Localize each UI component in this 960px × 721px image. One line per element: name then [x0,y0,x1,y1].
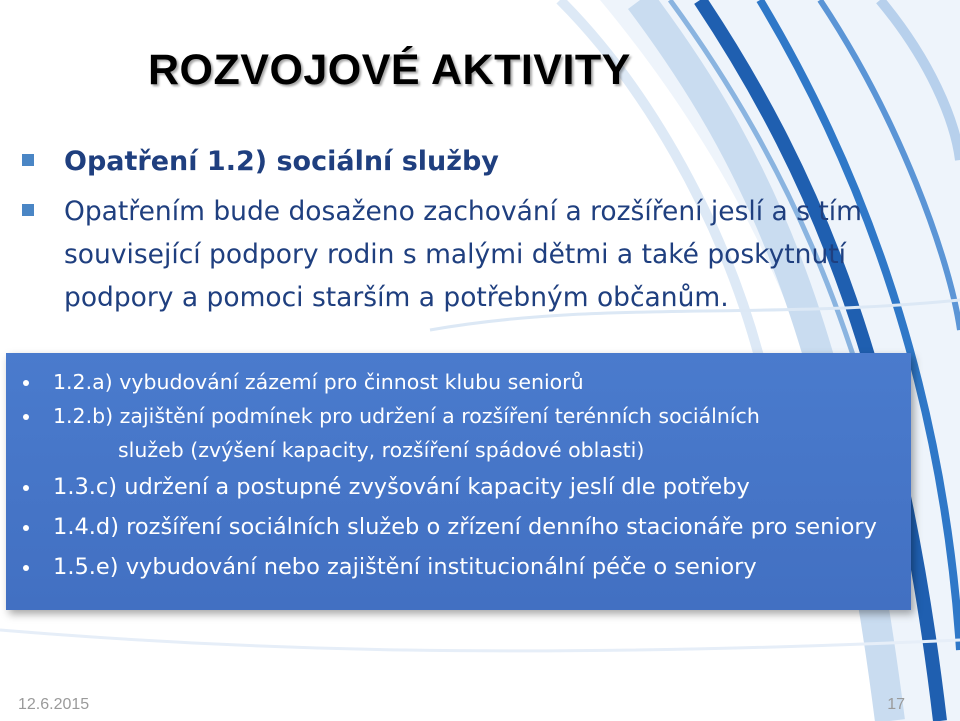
activity-text: 1.2.a) vybudování zázemí pro činnost klubu seniorů [53,370,584,394]
activity-text: 1.2.b) zajištění podmínek pro udržení a rozšíření terénních sociálních [53,404,760,428]
square-bullet-icon [22,154,34,166]
activities-list [6,365,911,587]
slide-title: ROZVOJOVÉ AKTIVITY [148,46,631,94]
bullet-item [22,190,892,319]
activity-text: 1.4.d) rozšíření sociálních služeb o zřízení denního stacionáře pro seniory [53,514,877,540]
square-bullet-icon [22,204,34,216]
activity-item [6,547,911,587]
round-bullet-icon [23,525,29,531]
footer-date: 12.6.2015 [18,696,90,713]
activity-item [6,365,911,399]
round-bullet-icon [23,485,29,491]
activity-item [6,507,911,547]
activity-item [6,399,911,467]
activity-text: 1.5.e) vybudování nebo zajištění institucionální péče o seniory [53,554,757,580]
bullet-text-line-1: Opatřením bude dosaženo zachování a rozšíření jeslí a s tím [64,196,862,227]
main-bullet-list [22,140,892,319]
round-bullet-icon [23,414,29,420]
activities-box [6,353,911,610]
bullet-text: Opatření 1.2) sociální služby [64,146,499,177]
activity-text-continued: služeb (zvýšení kapacity, rozšíření spádové oblasti) [118,438,645,462]
activity-item [6,467,911,507]
bullet-text-line-2: související podpory rodin s malými dětmi a také poskytnutí [64,239,846,270]
page-number: 17 [887,696,905,713]
activity-text: 1.3.c) udržení a postupné zvyšování kapacity jeslí dle potřeby [53,474,750,500]
round-bullet-icon [23,380,29,386]
round-bullet-icon [23,565,29,571]
bullet-item [22,140,892,183]
bullet-text-line-3: podpory a pomoci starším a potřebným občanům. [64,282,729,313]
